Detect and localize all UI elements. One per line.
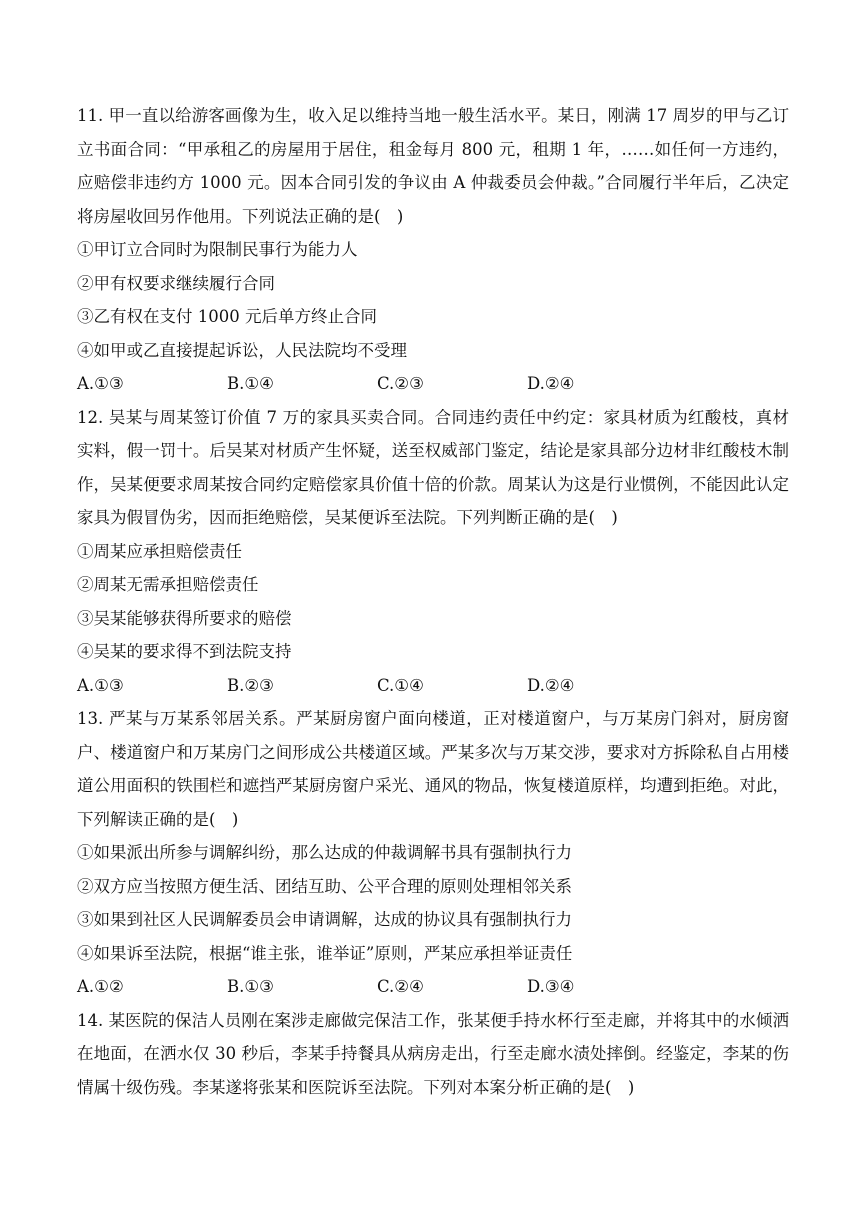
- answer-choices: [77, 970, 789, 1004]
- question-stem: 14. 某医院的保洁人员刚在案涉走廊做完保洁工作，张某便手持水杯行至走廊，并将其中的水倾洒在地面，在洒水仅 30 秒后，李某手持餐具从病房走出，行至走廊水渍处摔倒。经鉴定，李某的伤情属十级伤残。李某遂将张某和医院诉至法院。下列对本案分析正确的是( ): [77, 1010, 789, 1097]
- statement-option: ①甲订立合同时为限制民事行为能力人: [77, 240, 358, 259]
- answer-choices: [77, 367, 789, 401]
- statement-option: ④如甲或乙直接提起诉讼，人民法院均不受理: [77, 340, 407, 360]
- statement-option: ①如果派出所参与调解纠纷，那么达成的仲裁调解书具有强制执行力: [77, 843, 572, 862]
- statement-option: ④如果诉至法院，根据“谁主张，谁举证”原则，严某应承担举证责任: [77, 943, 573, 963]
- answer-choice-c: C.①④: [377, 675, 424, 695]
- statement-option: ①周某应承担赔偿责任: [77, 541, 242, 561]
- question-stem: 11. 甲一直以给游客画像为生，收入足以维持当地一般生活水平。某日，刚满 17 周岁的甲与乙订立书面合同：“甲承租乙的房屋用于居住，租金每月 800 元，租期 1 年，……如任何一方违约，应赔偿非违约方 1000 元。因本合同引发的争议由 A 仲裁委员会仲裁。”合同履行半年后，乙决定将房屋收回另作他用。下列说法正确的是( ): [77, 106, 789, 226]
- statement-option: ④吴某的要求得不到法院支持: [77, 642, 292, 661]
- question-11: [77, 99, 789, 401]
- statement-option: ③乙有权在支付 1000 元后单方终止合同: [77, 307, 377, 326]
- answer-choice-d: D.③④: [527, 977, 575, 996]
- statement-option: ③如果到社区人民调解委员会申请调解，达成的协议具有强制执行力: [77, 910, 572, 929]
- answer-choice-b: B.①③: [227, 977, 274, 996]
- answer-choices: [77, 669, 789, 703]
- answer-choice-d: D.②④: [527, 374, 575, 393]
- answer-choice-b: B.①④: [227, 374, 274, 393]
- answer-choice-a: A.①③: [77, 675, 124, 695]
- statement-option: ②双方应当按照方便生活、团结互助、公平合理的原则处理相邻关系: [77, 876, 572, 896]
- document-page: [77, 99, 789, 1104]
- answer-choice-a: A.①②: [77, 977, 124, 996]
- statement-option: ②周某无需承担赔偿责任: [77, 575, 259, 594]
- question-14: [77, 1004, 789, 1105]
- question-12: [77, 401, 789, 703]
- question-stem: 13. 严某与万某系邻居关系。严某厨房窗户面向楼道，正对楼道窗户，与万某房门斜对，厨房窗户、楼道窗户和万某房门之间形成公共楼道区域。严某多次与万某交涉，要求对方拆除私自占用楼道公用面积的铁围栏和遮挡严某厨房窗户采光、通风的物品，恢复楼道原样，均遭到拒绝。对此，下列解读正确的是( ): [77, 709, 789, 829]
- answer-choice-a: A.①③: [77, 374, 124, 393]
- answer-choice-b: B.②③: [227, 675, 274, 695]
- statement-option: ③吴某能够获得所要求的赔偿: [77, 608, 292, 628]
- answer-choice-c: C.②④: [377, 977, 424, 996]
- question-13: [77, 702, 789, 1004]
- answer-choice-c: C.②③: [377, 374, 424, 393]
- question-stem: 12. 吴某与周某签订价值 7 万的家具买卖合同。合同违约责任中约定：家具材质为红酸枝，真材实料，假一罚十。后吴某对材质产生怀疑，送至权威部门鉴定，结论是家具部分边材非红酸枝木制作，吴某便要求周某按合同约定赔偿家具价值十倍的价款。周某认为这是行业惯例，不能因此认定家具为假冒伪劣，因而拒绝赔偿，吴某便诉至法院。下列判断正确的是( ): [77, 407, 789, 527]
- answer-choice-d: D.②④: [527, 675, 575, 695]
- statement-option: ②甲有权要求继续履行合同: [77, 273, 275, 293]
